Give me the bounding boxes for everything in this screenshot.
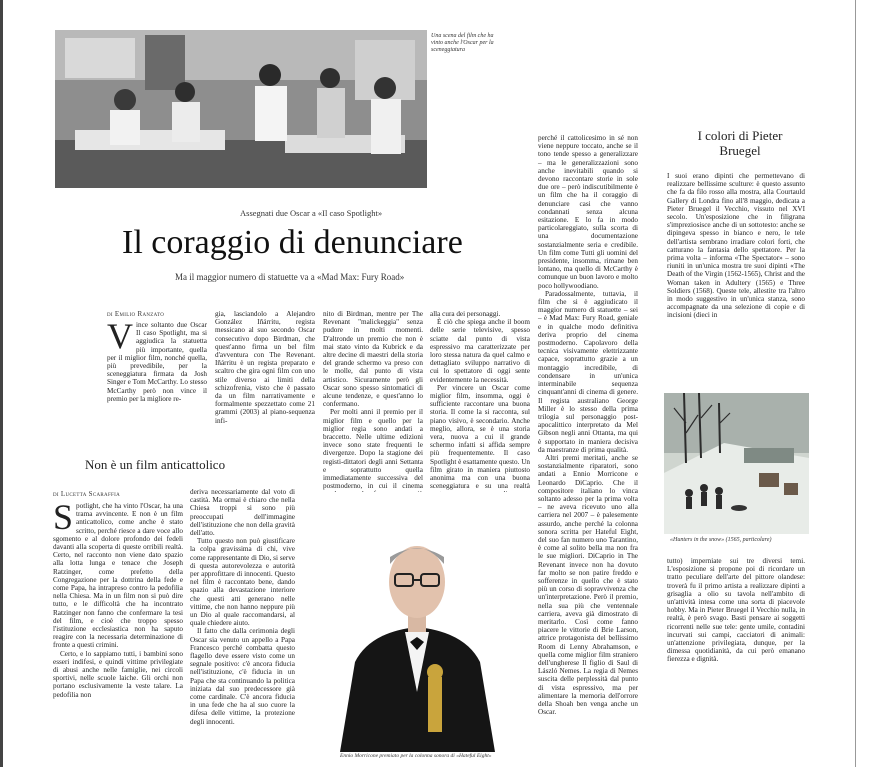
- article1-text4b: È ciò che spiega anche il boom delle serie televisive, spesso sciatte dal punto di vista espressivo ma caratterizzate per loro stessa natura da quel calmo e dettagliato sviluppo narrativo di cui lo spettatore di oggi sente evidentemente la necessità.: [430, 318, 530, 384]
- bruegel-photo: [664, 393, 809, 534]
- article1-col5: [538, 134, 638, 758]
- dropcap-v: V: [107, 316, 133, 356]
- bruegel-caption: «Hunters in the snow» (1565, particolare): [670, 537, 772, 543]
- article2-headline: Non è un film anticattolico: [85, 457, 226, 472]
- article1-text1: ince soltanto due Oscar Il caso Spotlight, ma si aggiudica la statuetta più importante, quella per il miglior film, nonché quella, più prevedibile, per la sceneggiatura firmata da Josh Singer e Tom McCarthy. Lo stesso McCarthy però non vince il premio per la migliore re-: [107, 321, 207, 403]
- article2-text2c: Il fatto che dalla cerimonia degli Oscar sia venuto un appello a Papa Francesco perché combatta questo flagello deve essere visto come un segnale positivo: c'è ancora fiducia nell'istituzione, c'è fiducia in un Papa che sta continuando la politica iniziata dal suo predecessore già come cardinale. C'è ancora fiducia in una fede che ha al suo cuore la difesa delle vittime, la protezione degli innocenti.: [190, 627, 295, 726]
- article1-text3: nito di Birdman, mentre per The Revenant "malickeggia" senza pudore in molti momenti. D'altronde un premio che non è mai stato vinto da Kubrick e da altre decine di maestri della storia del grande schermo va preso con le molle, dal punto di vista artistico. Sicuramente però gli Oscar sono spesso sintomatici di alcune tendenze, e quest'anno lo confermano.: [323, 310, 423, 409]
- morricone-photo: [300, 492, 535, 752]
- article2-byline: di Lucetta Scaraffia: [53, 490, 120, 498]
- article2-col2: [190, 488, 295, 760]
- sidebar-col2: [667, 557, 805, 757]
- morricone-caption: Ennio Morricone premiato per la colonna sonora di «Hateful Eight»: [340, 753, 492, 759]
- page-fold: [855, 0, 856, 767]
- sidebar-col: [667, 172, 805, 384]
- article1-col2: [215, 310, 315, 435]
- article1-col4: [430, 310, 530, 490]
- sidebar-text2: tutto) imperniate sui tre diversi temi. L'esposizione si propone poi di ricordare un tratto peculiare dell'arte del pittore olandese: troverà fu il primo artista a realizzare dipinti a grisaglia a olio su tavola nell'ambito di un'attività intesa come una sorta di piacevole hobby. Ma in Pieter Bruegel il Vecchio nulla, in realtà, è però svago. Basti pensare ai soggetti ricorrenti nelle sue tele: gente umile, contadini incurvati sui campi, cacciatori di animali: un'attenzione privilegiata, dunque, per la dimessa quotidianità, da cui però emanano fierezza e dignità.: [667, 557, 805, 664]
- dropcap-s: S: [53, 497, 74, 537]
- top-photo-caption: Una scena del film che ha vinto anche l'Oscar per la sceneggiatura: [431, 33, 494, 53]
- spotlight-photo: [55, 30, 427, 188]
- article1-text5: perché il cattolicesimo in sé non viene neppure toccato, anche se il tono tende spesso a generalizzare – ma le generalizzazioni sono anche inevitabili quando si devono raccontare storie in sole due ore – però indiscutibilmente è un film che ha il coraggio di denunciare casi che vanno condannati senza alcuna esitazione. E lo fa in modo particolareggiato, sulla scorta di una documentazione sostanzialmente seria e credibile. Un film come Tutti gli uomini del presidente, insomma, rimane ben lontano, ma quello di McCarthy è comunque un buon lavoro e molto poco hollywoodiano.: [538, 134, 638, 290]
- article2-text2: deriva necessariamente dal voto di castità. Ma ormai è chiaro che nella Chiesa troppi si sono più preoccupati dell'immagine dell'istituzione che non della gravità dell'atto.: [190, 488, 295, 538]
- article1-text2: gia, lasciandolo a Alejandro González Iñárritu, regista messicano al suo secondo Oscar consecutivo dopo Birdman, che quest'anno firma un bel film d'avventura con The Revenant. Iñárritu è un regista preparato e scaltro che gira ogni film con uno stile diverso ai limiti della schizofrenia, visto che è passato da un film narrativamente e formalmente spezzettato come 21 grammi (2003) al piano-sequenza infi-: [215, 310, 315, 425]
- article1-text4: alla cura dei personaggi.: [430, 310, 501, 318]
- article1-text4c: Per vincere un Oscar come miglior film, insomma, oggi è sufficiente raccontare una buona storia. Il come la si racconta, sul piano visivo, è secondario. Anche meglio, allora, se è una storia vera, nuova a cui il grande schermo infatti si affida sempre più frequentemente. Il caso Spotlight è esattamente questo. Un film girato in maniera piuttosto anonima ma con una buona sceneggiatura e su una realtà: [430, 383, 531, 491]
- page-edge: [0, 0, 3, 767]
- article1-text5c: Altri premi meritati, anche se sostanzialmente riparatori, sono andati a Ennio Morricone e Leonardo DiCaprio. Che il compositore italiano lo vinca soltanto adesso per la prima volta – ne aveva ricevuto uno alla carriera nel 2007 – è palesemente assurdo, anche perché la colonna sonora scritta per Hateful Eight, del suo fan numero uno Tarantino, è come al solito bella ma non fra le sue migliori. DiCaprio in The Revenant invece non ha dovuto far molto se non patire freddo e sofferenze in quello che è stato più un corso di sopravvivenza che un'interpretazione. Però il premio, nella sua più che ventennale carriera, aveva già dimostrato di meritarlo. Così come fanno piacere le vittorie di Brie Larson, attrice protagonista del bellissimo Room di Lenny Abrahamson, e quella come miglior film straniero dell'ungherese Il figlio di Saul di László Nemes. La regia di Nemes suscita delle perplessità dal punto di vista espressivo, ma per alimentare la memoria dell'orrore della Shoah ben venga anche un Oscar.: [538, 453, 638, 717]
- article1-text3b: Per molti anni il premio per il miglior film e quello per la miglior regia sono andati a braccetto. Nelle ultime edizioni invece sono state frequenti le divergenze. Dopo la stagione dei registi-dittatori degli anni Settanta e soprattutto quella immediatamente successiva del postmoderno, in cui il cinema: [323, 408, 423, 491]
- article1-byline: di Emilio Ranzato: [107, 310, 165, 318]
- article2-text1b: Certo, e lo sappiamo tutti, i bambini sono esseri indifesi, e quindi vittime privilegiate di abusi anche nelle famiglie, nei circoli sportivi, nelle scuole laiche. Gli orchi non portano esclusivamente la veste talare. La pedofilia non: [53, 649, 183, 699]
- article1-text5b: Paradossalmente, tuttavia, il film che si è aggiudicato il maggior numero di statuette – sei – è Mad Max: Fury Road, geniale e in qualche modo definitiva deriva proprio del cinema postmoderno. Capolavoro della tecnica visivamente elettrizzante capace, soprattutto grazie a un montaggio incredibile, di condensare in un'unica interminabile sequenza cinquant'anni di cinema di genere. Il regista australiano George Miller è lo stesso della prima trilogia sul personaggio post-apocalittico interpretato da Mel Gibson negli anni Ottanta, ma qui è supportato in maniera decisiva da maestranze di prima qualità.: [538, 289, 638, 454]
- article1-col1: [107, 316, 207, 431]
- sidebar-text: I suoi erano dipinti che permettevano di realizzare bellissime sculture: è questo assunto che fa da filo rosso alla mostra, alla Courtauld Gallery di Londra fino all'8 maggio, dedicata a Pieter Bruegel il Vecchio, vissuto nel XVI secolo. Un'esposizione che in filigrana s'impreziosisce anche di un sottotesto: anche se dipingeva spesso in bianco e nero, le tele dell'artista sembrano irradiare colori forti, che catturano la fantasia dello spettatore. Per la prima volta – informa «The Spectator» – sono riuniti in un'unica mostra tre suoi dipinti «The Death of the Virgin (1562-1565), Christ and the Woman taken in Adultery (1565) e Three Soldiers (1568). Queste tele, allestite tra l'altro in modo suggestivo in un'unica stanza, sono accompagnate da una selezione di copie e di incisioni (dieci in: [667, 172, 805, 320]
- article2-text2b: Tutto questo non può giustificare la colpa gravissima di chi, vive come rappresentante di Dio, si serve di questa autorevolezza e autorità per approfittare di innocenti. Questo nel film è raccontato bene, dando spazio alla devastazione interiore che questi atti generano nelle vittime, che non hanno neppure più un Dio al quale raccomandarsi, al quale chiedere aiuto.: [190, 537, 295, 628]
- article2-text1: potlight, che ha vinto l'Oscar, ha una trama avvincente. E non è un film anticattolico, come anche è stato scritto, perché riesce a dare voce allo sgomento e al dolore profondo dei fedeli davanti alla scoperta di queste orribili realtà. Certo, nel racconto non viene dato spazio alla lotta lunga e tenace che Joseph Ratzinger, come prefetto della Congregazione per la dottrina della fede e come Papa, ha intrapreso contro la pedofilia nella Chiesa. Ma in un film non si può dire tutto, e le difficoltà che ha incontrato Ratzinger non fanno che confermare la tesi del film, e cioè che troppo spesso l'istituzione ecclesiastica non ha saputo reagire con la necessaria determinazione di fronte a questi crimini.: [53, 502, 183, 650]
- kicker: Assegnati due Oscar a «Il caso Spotlight»: [240, 208, 383, 218]
- sidebar-title: I colori di Pieter Bruegel: [697, 128, 783, 158]
- article2-col1: [53, 497, 183, 764]
- page-title: Il coraggio di denunciare: [122, 224, 463, 261]
- subtitle: Ma il maggior numero di statuette va a «Mad Max: Fury Road»: [175, 272, 405, 282]
